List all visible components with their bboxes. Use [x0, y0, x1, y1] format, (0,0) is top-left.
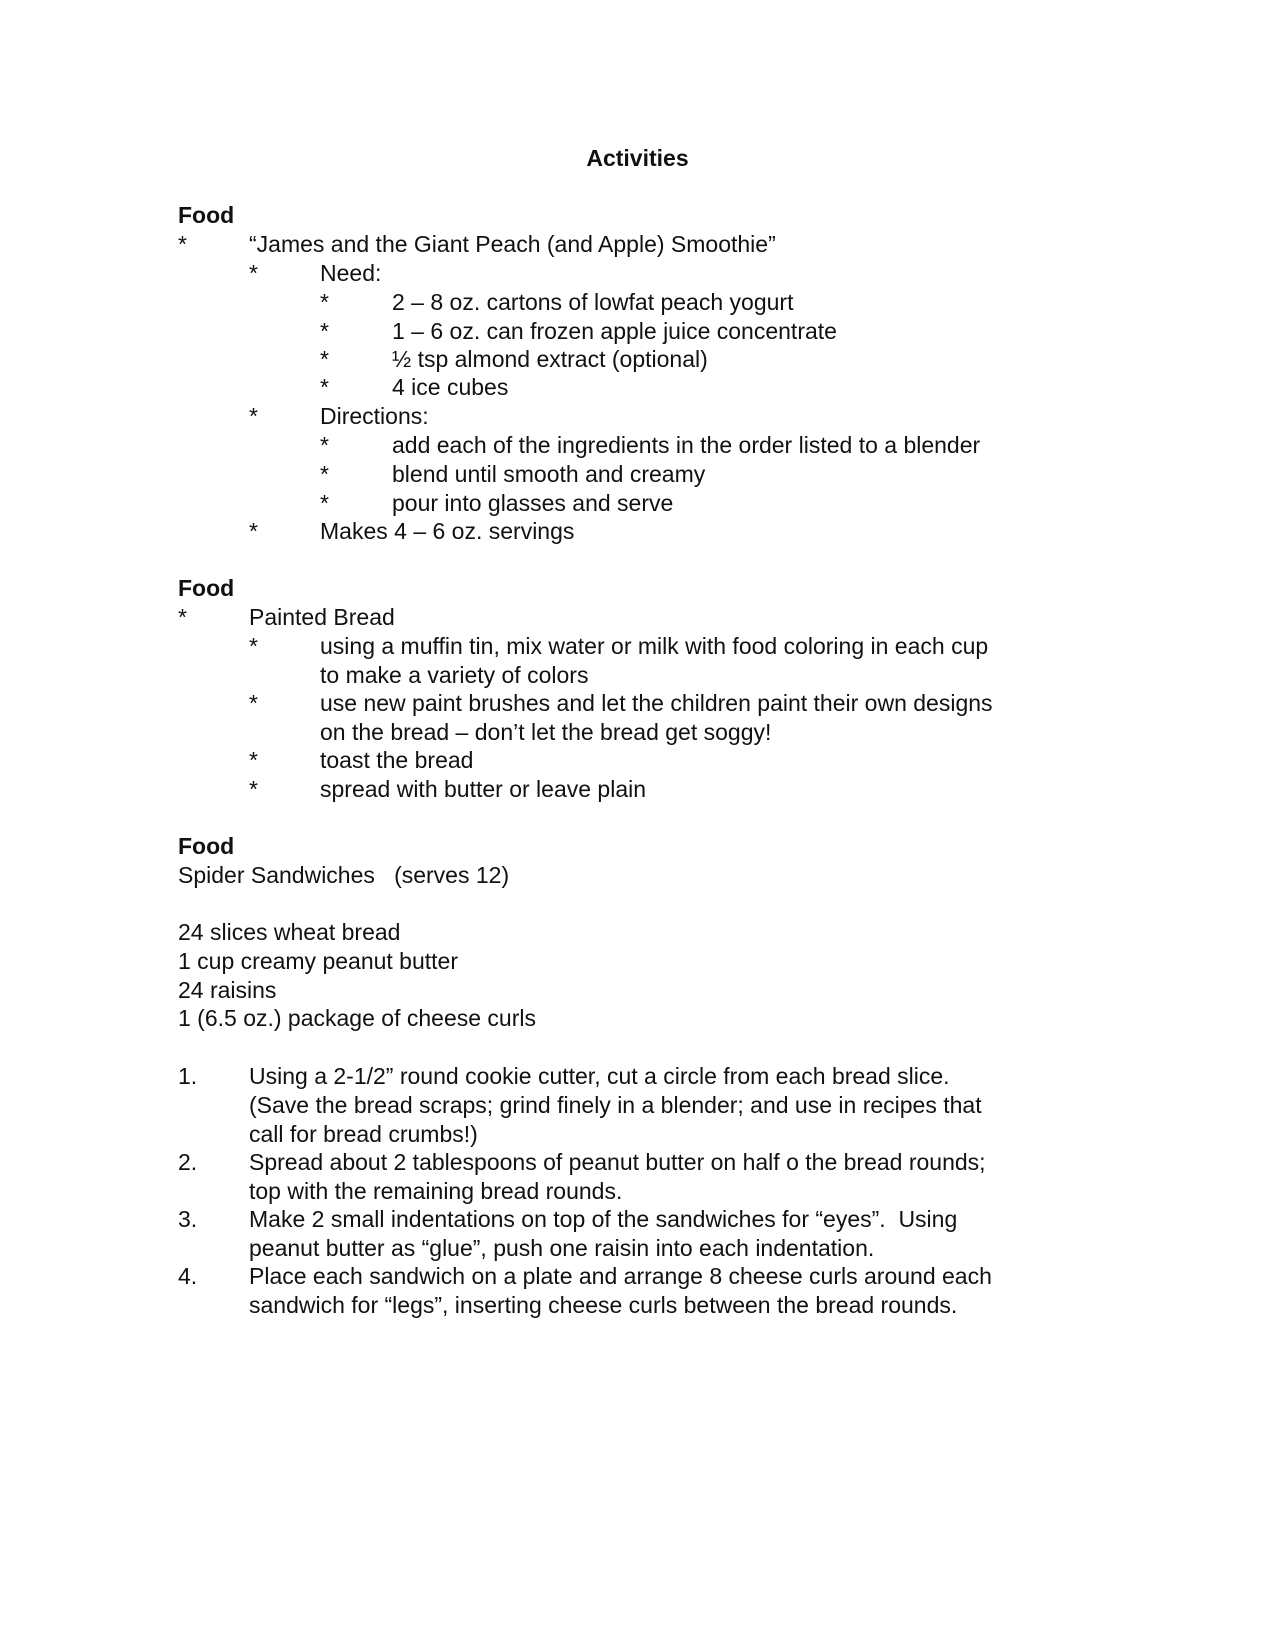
bullet: * — [320, 490, 329, 516]
ingredient-item: 24 slices wheat bread — [178, 919, 401, 945]
step-line: Spread about 2 tablespoons of peanut butter on half o the bread rounds; — [249, 1149, 986, 1175]
bullet: * — [249, 690, 258, 716]
section2-item: Painted Bread — [249, 604, 395, 630]
bullet: * — [320, 346, 329, 372]
page-title: Activities — [586, 145, 689, 171]
bullet: * — [249, 776, 258, 802]
step-line: (Save the bread scraps; grind finely in a blender; and use in recipes that — [249, 1092, 982, 1118]
bullet: * — [178, 604, 187, 630]
bullet: * — [320, 461, 329, 487]
painted-step-line: toast the bread — [320, 747, 474, 773]
step-number: 3. — [178, 1206, 198, 1232]
step-line: peanut butter as “glue”, push one raisin into each indentation. — [249, 1235, 875, 1261]
painted-step-line: using a muffin tin, mix water or milk with food coloring in each cup — [320, 633, 989, 659]
directions-label: Directions: — [320, 403, 429, 429]
painted-step-line: to make a variety of colors — [320, 662, 589, 688]
step-line: Place each sandwich on a plate and arrange 8 cheese curls around each — [249, 1263, 992, 1289]
step-line: call for bread crumbs!) — [249, 1121, 478, 1147]
ingredient-item: 24 raisins — [178, 977, 277, 1003]
painted-step-line: on the bread – don’t let the bread get soggy! — [320, 719, 772, 745]
direction-item: add each of the ingredients in the order listed to a blender — [392, 432, 981, 458]
section1-heading: Food — [178, 202, 235, 228]
painted-step-line: use new paint brushes and let the children paint their own designs — [320, 690, 993, 716]
ingredient-item: 2 – 8 oz. cartons of lowfat peach yogurt — [392, 289, 794, 315]
bullet: * — [320, 432, 329, 458]
bullet: * — [249, 260, 258, 286]
direction-item: blend until smooth and creamy — [392, 461, 706, 487]
section1-item: “James and the Giant Peach (and Apple) Smoothie” — [249, 231, 776, 257]
need-label: Need: — [320, 260, 382, 286]
step-line: sandwich for “legs”, inserting cheese curls between the bread rounds. — [249, 1292, 958, 1318]
direction-item: pour into glasses and serve — [392, 490, 674, 516]
section2-heading: Food — [178, 575, 235, 601]
step-number: 2. — [178, 1149, 198, 1175]
ingredient-item: 1 (6.5 oz.) package of cheese curls — [178, 1005, 536, 1031]
ingredient-item: 1 – 6 oz. can frozen apple juice concentrate — [392, 318, 837, 344]
step-line: Make 2 small indentations on top of the sandwiches for “eyes”. Using — [249, 1206, 958, 1232]
bullet: * — [178, 231, 187, 257]
makes-text: Makes 4 – 6 oz. servings — [320, 518, 575, 544]
step-number: 4. — [178, 1263, 198, 1289]
bullet: * — [320, 289, 329, 315]
step-line: Using a 2-1/2” round cookie cutter, cut a circle from each bread slice. — [249, 1063, 950, 1089]
bullet: * — [249, 518, 258, 544]
ingredient-item: 1 cup creamy peanut butter — [178, 948, 458, 974]
step-number: 1. — [178, 1063, 198, 1089]
section3-heading: Food — [178, 833, 235, 859]
bullet: * — [249, 403, 258, 429]
ingredient-item: ½ tsp almond extract (optional) — [392, 346, 708, 372]
bullet: * — [249, 747, 258, 773]
bullet: * — [320, 374, 329, 400]
bullet: * — [249, 633, 258, 659]
ingredient-item: 4 ice cubes — [392, 374, 509, 400]
bullet: * — [320, 318, 329, 344]
painted-step-line: spread with butter or leave plain — [320, 776, 647, 802]
section3-subtitle: Spider Sandwiches (serves 12) — [178, 862, 510, 888]
step-line: top with the remaining bread rounds. — [249, 1178, 623, 1204]
